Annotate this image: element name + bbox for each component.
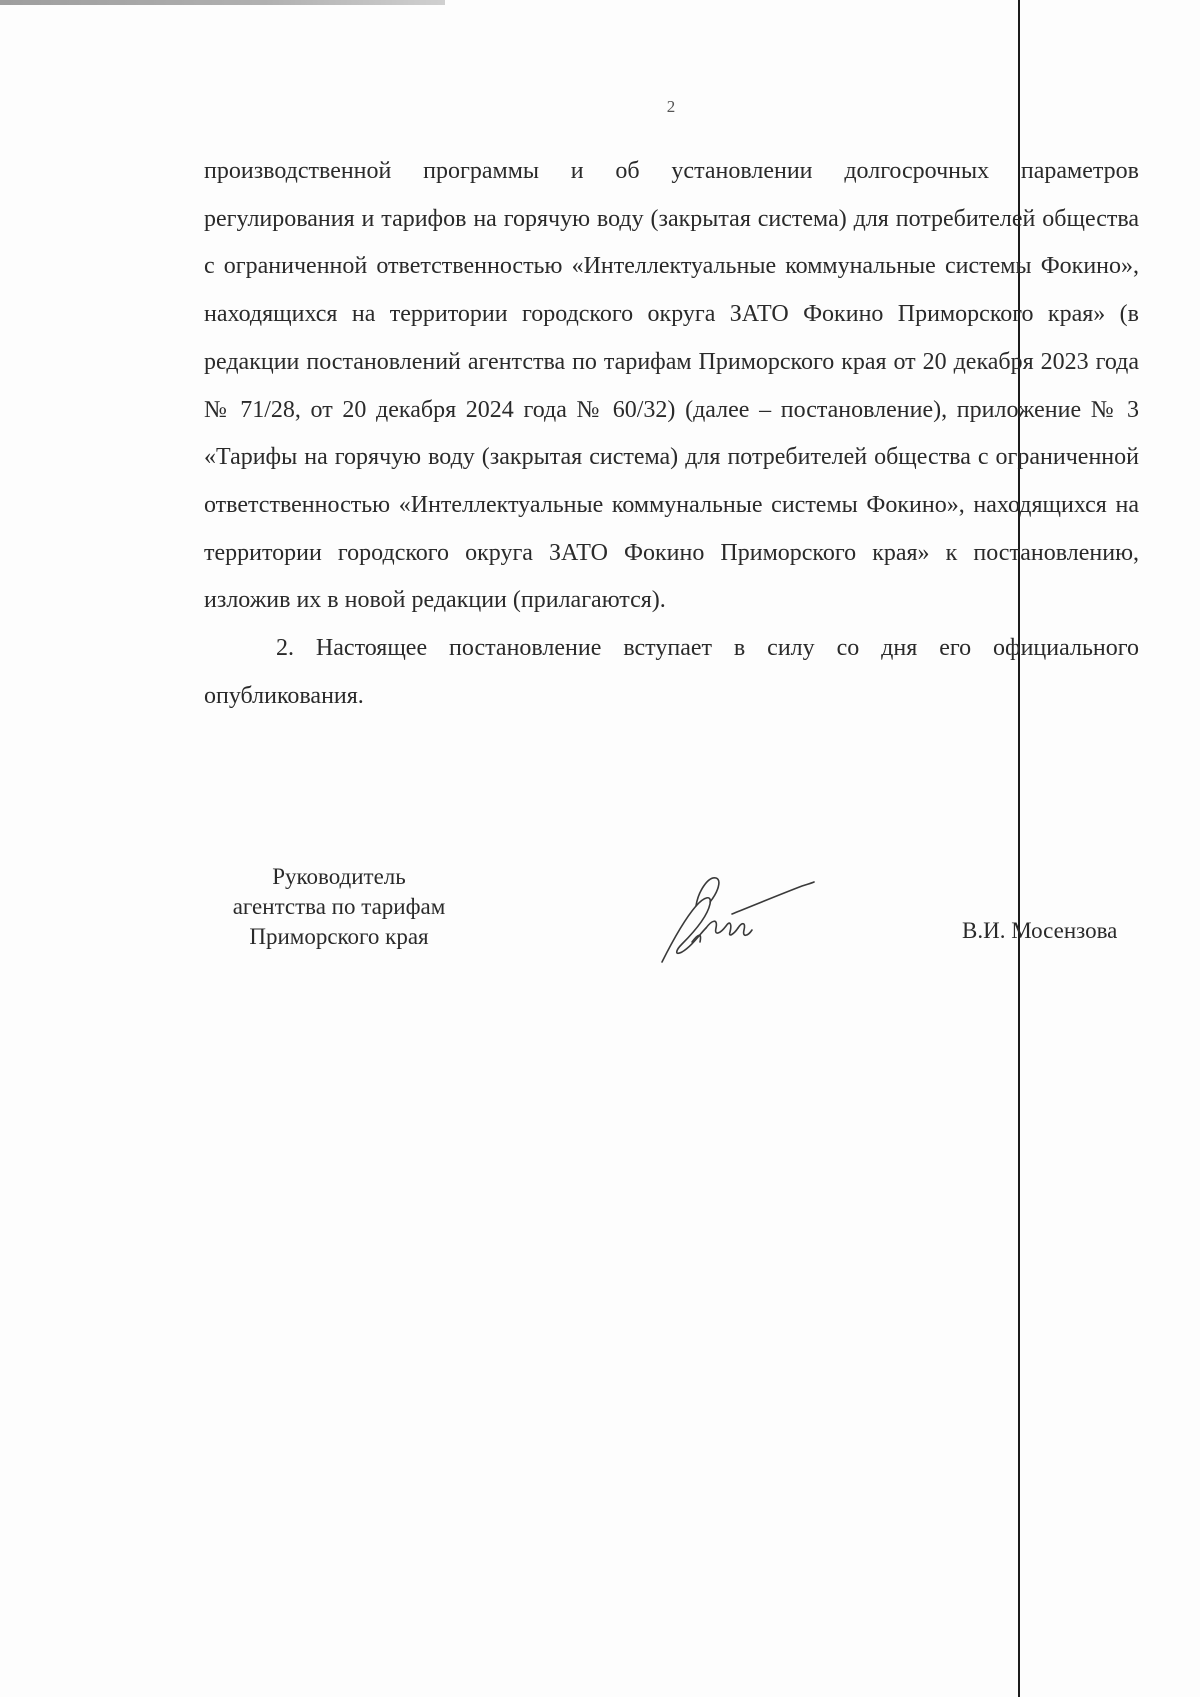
signatory-title-line: Приморского края <box>249 924 429 949</box>
page-number: 2 <box>666 97 676 116</box>
signatory-title-line: Руководитель <box>272 864 406 889</box>
scan-edge-artifact <box>0 0 445 5</box>
handwritten-signature <box>652 872 822 968</box>
signatory-title-line: агентства по тарифам <box>232 894 446 919</box>
document-body <box>204 148 1139 720</box>
signer-name: В.И. Мосензова <box>962 918 1118 943</box>
signatory-title <box>204 862 474 952</box>
paragraph-1: производственной программы и об установлении долгосрочных параметров регулирования и тарифов на горячую воду (закрытая система) для потребителей общества с ограниченной ответственностью «Интеллектуальные коммунальные системы Фокино», находящихся на территории городского округа ЗАТО Фокино Приморского края» (в редакции постановлений агентства по тарифам Приморского края от 20 декабря 2023 года № 71/28, от 20 декабря 2024 года № 60/32) (далее – постановление), приложение № 3 «Тарифы на горячую воду (закрытая система) для потребителей общества с ограниченной ответственностью «Интеллектуальные коммунальные системы Фокино», находящихся на территории городского округа ЗАТО Фокино Приморского края» к постановлению, изложив их в новой редакции (прилагаются). <box>204 158 1139 614</box>
paragraph-2: 2. Настоящее постановление вступает в силу со дня его официального опубликования. <box>204 635 1139 709</box>
